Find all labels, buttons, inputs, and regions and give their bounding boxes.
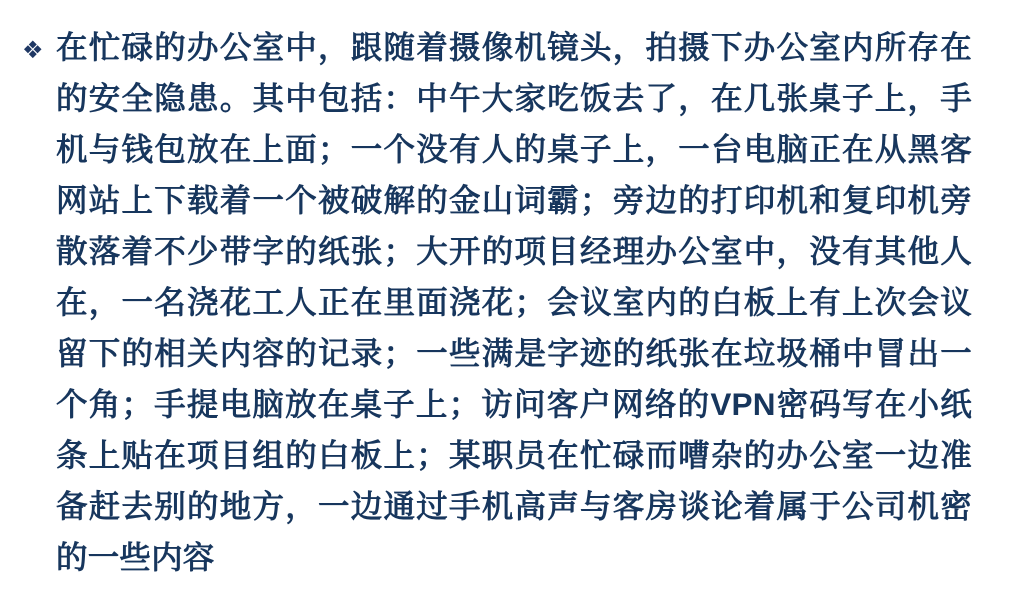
body-paragraph xyxy=(56,22,972,583)
body-text-acronym: VPN xyxy=(710,386,776,422)
body-text-segment-1: 在忙碌的办公室中，跟随着摄像机镜头，拍摄下办公室内所存在的安全隐患。其中包括：中午大家吃饭去了，在几张桌子上，手机与钱包放在上面；一个没有人的桌子上，一台电脑正在从黑客网站上下载着一个被破解的金山词霸；旁边的打印机和复印机旁散落着不少带字的纸张；大开的项目经理办公室中，没有其他人在，一名浇花工人正在里面浇花；会议室内的白板上有上次会议留下的相关内容的记录；一些满是字迹的纸张在垃圾桶中冒出一个角；手提电脑放在桌子上；访问客户网络的 xyxy=(56,30,972,422)
diamond-bullet-icon: ❖ xyxy=(22,36,44,64)
bullet-list-item xyxy=(22,22,972,583)
body-text-segment-2: 密码写在小纸条上贴在项目组的白板上；某职员在忙碌而嘈杂的办公室一边准备赶去别的地方，一边通过手机高声与客房谈论着属于公司机密的一些内容 xyxy=(56,387,972,575)
